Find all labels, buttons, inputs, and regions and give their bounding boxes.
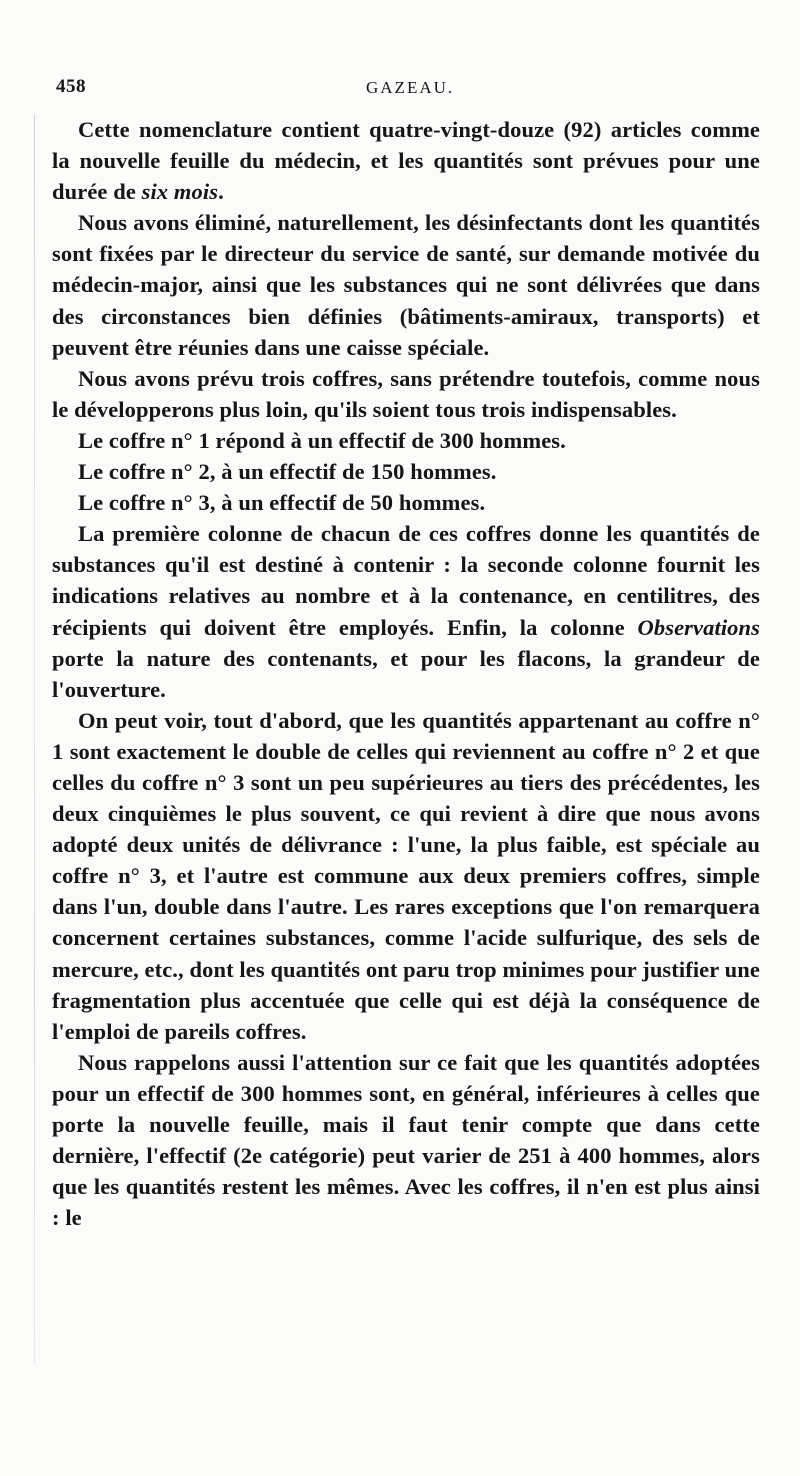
paragraph-9: Nous rappelons aussi l'attention sur ce fait que les quantités adoptées pour un effectif de 300 hommes sont, en général, inférieures à celles que porte la nouvelle feuille, mais il faut tenir compte que dans cette dernière, l'effectif (2e catégorie) peut varier de 251 à 400 hommes, alors que les quantités restent les mêmes. Avec les coffres, il n'en est plus ainsi : le [52,1049,760,1231]
paragraph-7-end: porte la nature des contenants, et pour les flacons, la grandeur de l'ouverture. [52,645,760,702]
running-title: GAZEAU. [366,78,455,97]
paragraph-7 [52,518,760,705]
paragraph-1-end: . [218,179,224,205]
paragraph-1-emphasis: six mois [141,179,219,205]
paragraph-5: Le coffre n° 2, à un effectif de 150 hommes. [78,459,497,485]
paragraph-4: Le coffre n° 1 répond à un effectif de 300 hommes. [78,427,566,453]
paragraph-6: Le coffre n° 3, à un effectif de 50 hommes. [78,490,486,516]
body-text [52,114,760,1233]
paragraph-2: Nous avons éliminé, naturellement, les désinfectants dont les quantités sont fixées par le directeur du service de santé, sur demande motivée du médecin-major, ainsi que les substances qui ne sont délivrées que dans des circonstances bien définies (bâtiments-amiraux, transports) et peuvent être réunies dans une caisse spéciale. [52,210,760,360]
paragraph-8: On peut voir, tout d'abord, que les quantités appartenant au coffre n° 1 sont exactement le double de celles qui reviennent au coffre n° 2 et que celles du coffre n° 3 sont un peu supérieures au tiers des précédentes, les deux cinquièmes le plus souvent, ce qui revient à dire que nous avons adopté deux unités de délivrance : l'une, la plus faible, est spéciale au coffre n° 3, et l'autre est commune aux deux premiers coffres, simple dans l'un, double dans l'autre. Les rares exceptions que l'on remarquera concernent certaines substances, comme l'acide sulfurique, des sels de mercure, etc., dont les quantités ont paru trop minimes pour justifier une fragmentation plus accentuée que celle qui est déjà la conséquence de l'emploi de pareils coffres. [52,707,760,1044]
paragraph-1-text: Cette nomenclature contient quatre-vingt-douze (92) articles comme la nouvelle feuille du médecin, et les quantités sont prévues pour une durée de [52,117,760,205]
page-number: 458 [56,76,86,97]
paragraph-3: Nous avons prévu trois coffres, sans prétendre toutefois, comme nous le développerons plus loin, qu'ils soient tous trois indispensables. [52,365,760,422]
page-edge-shadow [34,115,35,1365]
running-header [56,74,760,104]
paragraph-7-text: La première colonne de chacun de ces coffres donne les quantités de substances qu'il est destiné à contenir : la seconde colonne fournit les indications relatives au nombre et à la contenance, en centilitres, des récipients qui doivent être employés. Enfin, la colonne [52,521,760,640]
paragraph-1 [52,114,760,207]
paragraph-7-emphasis: Observations [637,614,760,640]
